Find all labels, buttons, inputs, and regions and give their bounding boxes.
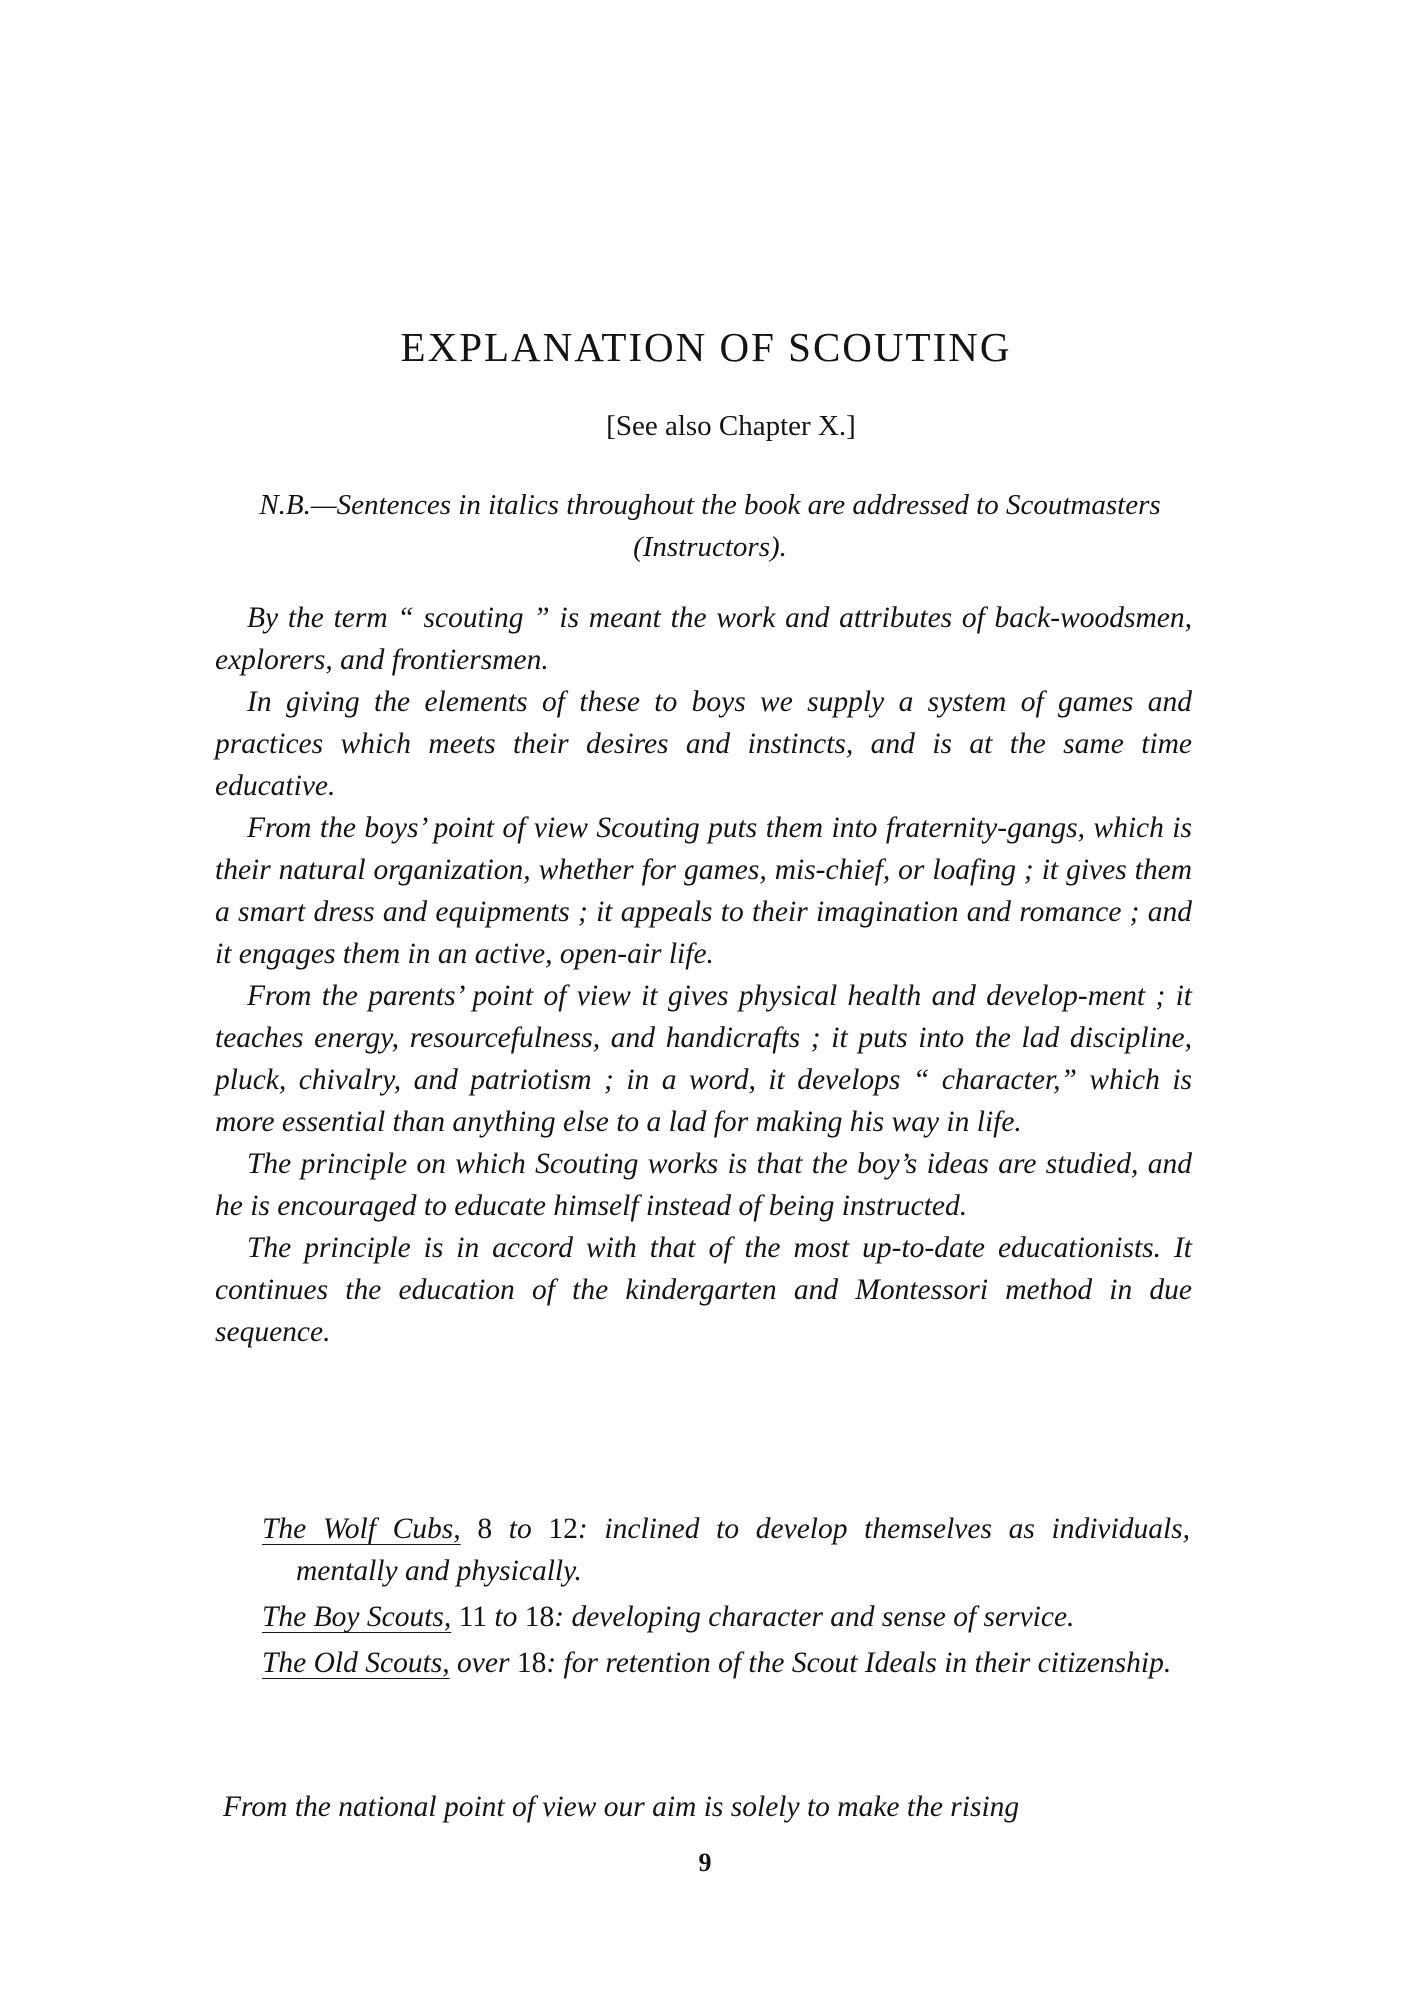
stage-name: The Old Scouts,	[262, 1647, 450, 1679]
paragraph-parents-view: From the parents’ point of view it gives physical health and develop-ment ; it teaches energy, resourcefulness, and handicrafts ; it puts into the lad discipline, pluck, chivalry, and patriotism ; in a word, it develops “ character,” which is more essential than anything else to a lad for making his way in life.	[215, 980, 1192, 1138]
paragraph-principle: The principle on which Scouting works is that the boy’s ideas are studied, and he is encouraged to educate himself instead of being instructed.	[215, 1148, 1192, 1222]
stage-description: : for retention of the Scout Ideals in their citizenship.	[546, 1647, 1172, 1679]
stage-old-scouts	[262, 1642, 1190, 1684]
cross-reference: [See also Chapter X.]	[606, 410, 856, 442]
stage-ages: over 18	[457, 1647, 547, 1679]
nota-bene-note	[230, 484, 1190, 568]
stage-description: : developing character and sense of service.	[554, 1601, 1075, 1633]
stage-boy-scouts	[262, 1596, 1190, 1638]
stage-name: The Boy Scouts,	[262, 1601, 452, 1633]
paragraph-educationists: The principle is in accord with that of the most up-to-date educationists. It continues the education of the kindergarten and Montessori method in due sequence.	[215, 1232, 1192, 1348]
scouting-stages-list	[262, 1508, 1190, 1688]
stage-wolf-cubs	[262, 1508, 1190, 1592]
closing-line: From the national point of view our aim is solely to make the rising	[223, 1791, 1020, 1823]
page-number: 9	[698, 1848, 712, 1877]
stage-ages: 8 to 12	[477, 1513, 578, 1545]
nota-bene-label: N.B.	[259, 489, 311, 521]
stage-ages: 11 to 18	[458, 1601, 555, 1633]
body-text	[215, 597, 1192, 1353]
stage-name: The Wolf Cubs,	[262, 1513, 461, 1545]
chapter-title: EXPLANATION OF SCOUTING	[400, 324, 1012, 370]
nota-bene-text: —Sentences in italics throughout the book are addressed to Scoutmasters (Instructors).	[310, 489, 1161, 563]
paragraph-elements: In giving the elements of these to boys we supply a system of games and practices which meets their desires and instincts, and is at the same time educative.	[215, 686, 1192, 802]
stage-description: : inclined to develop themselves as individuals, mentally and physically.	[296, 1513, 1191, 1587]
paragraph-boys-view: From the boys’ point of view Scouting puts them into fraternity-gangs, which is their natural organization, whether for games, mis-chief, or loafing ; it gives them a smart dress and equipments ; it appeals to their imagination and romance ; and it engages them in an active, open-air life.	[215, 812, 1192, 970]
paragraph-definition: By the term “ scouting ” is meant the work and attributes of back-woodsmen, explorers, and frontiersmen.	[215, 602, 1192, 676]
